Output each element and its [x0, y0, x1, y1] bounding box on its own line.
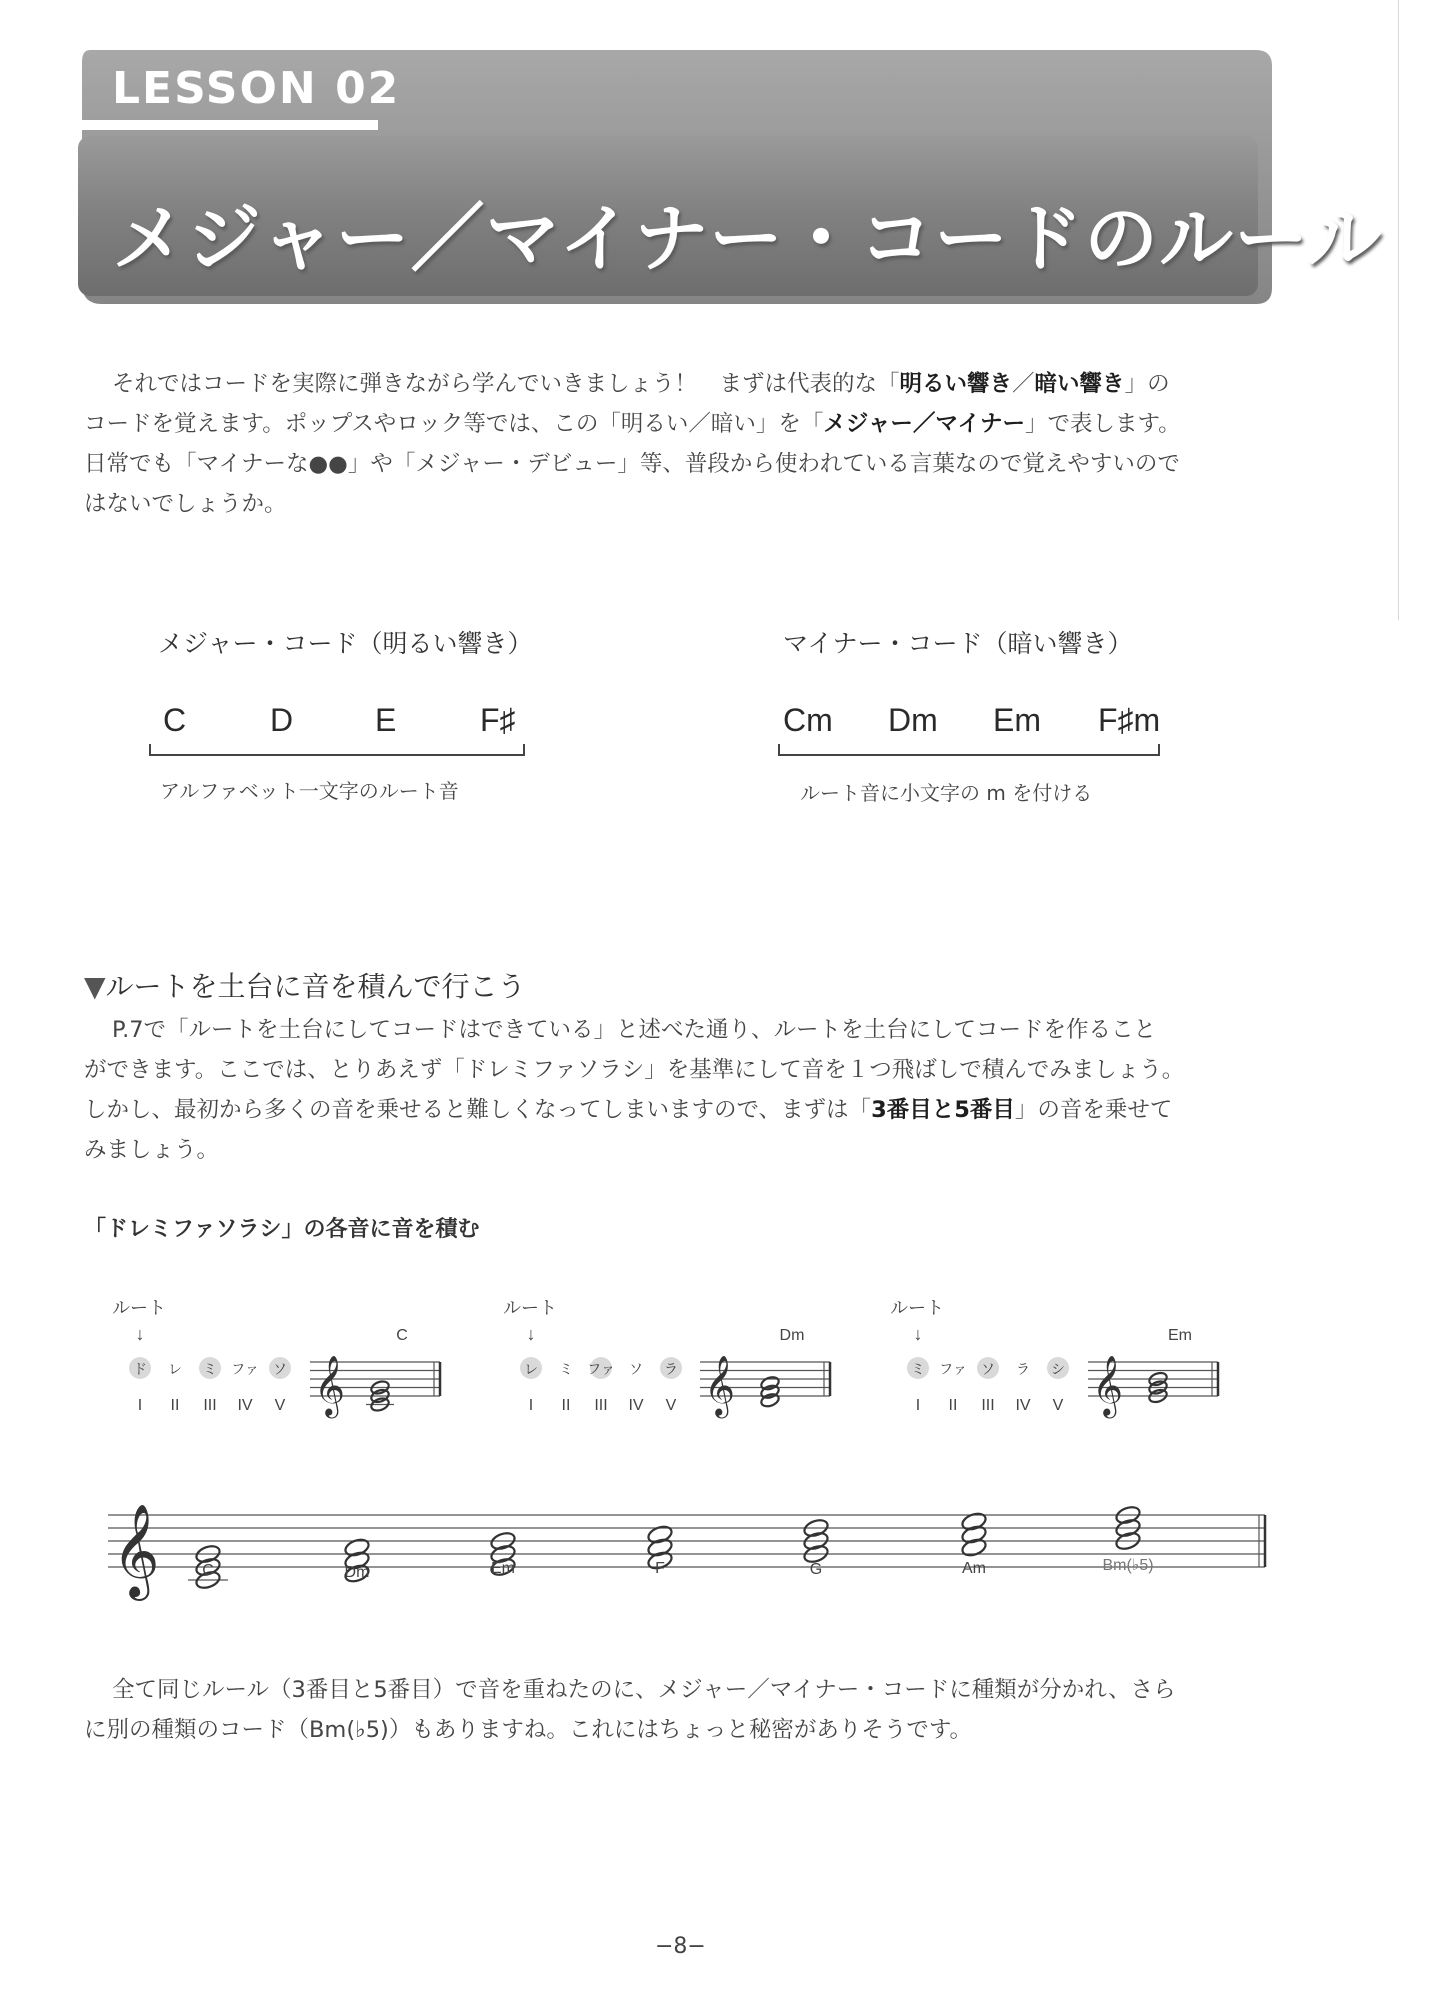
minor-chord-dm: Dm — [888, 702, 938, 738]
outro-text: に別の種類のコード（Bm(♭5)）もありますね。これにはちょっと秘密がありそうです。 — [84, 1717, 973, 1743]
solfege-note: ファ — [939, 1361, 967, 1377]
lesson-label — [112, 63, 400, 114]
intro-text: 」で表します。 — [1024, 411, 1181, 437]
solfege-note: シ — [1051, 1361, 1065, 1377]
chord-label: Bm(♭5) — [1102, 1557, 1154, 1574]
roman-numeral: II — [170, 1397, 180, 1414]
intro-bold-major-minor: メジャー／マイナー — [823, 411, 1025, 437]
solfege-note: ソ — [629, 1361, 643, 1377]
roman-numeral: III — [203, 1397, 217, 1414]
chord-label: C — [396, 1327, 408, 1344]
major-chord-e: E — [375, 702, 397, 738]
intro-bold-bright: 明るい響き — [899, 371, 1013, 397]
major-bracket — [149, 744, 525, 756]
chord-label: Dm — [344, 1564, 370, 1581]
major-note: アルファベット一文字のルート音 — [160, 779, 459, 803]
triangle-down-icon: ▼ — [84, 970, 106, 1003]
section-text: P.7で「ルートを土台にしてコードはできている」と述べた通り、ルートを土台にしてコードを作ること — [112, 1017, 1157, 1043]
lesson-number: 02 — [335, 63, 401, 114]
solfege-note: レ — [524, 1361, 538, 1377]
root-arrow-icon: ↓ — [526, 1324, 536, 1344]
roman-numeral: I — [528, 1397, 534, 1414]
minor-heading: マイナー・コード（暗い響き） — [783, 629, 1133, 658]
intro-text: はないでしょうか。 — [84, 491, 287, 517]
solfege-note: ソ — [273, 1361, 287, 1377]
roman-numeral: IV — [237, 1397, 253, 1414]
roman-numeral: IV — [628, 1397, 644, 1414]
roman-numeral: IV — [1015, 1397, 1031, 1414]
major-chord-d: D — [270, 702, 294, 738]
section-text: 」の音を乗せて — [1014, 1097, 1173, 1123]
roman-numeral: V — [1052, 1397, 1064, 1414]
roman-numeral: V — [665, 1397, 677, 1414]
root-label: ルート — [503, 1298, 557, 1318]
section-paragraph — [84, 1010, 1184, 1170]
section-bold: 3番目と5番目 — [871, 1097, 1015, 1123]
diagram-subheading: 「ドレミファソラシ」の各音に音を積む — [84, 1217, 480, 1242]
page-edge-line — [1398, 0, 1399, 620]
intro-text: ／ — [1012, 371, 1035, 397]
treble-clef-icon: 𝄞 — [1092, 1355, 1124, 1415]
chord-label: Dm — [779, 1327, 805, 1344]
outro-paragraph — [84, 1670, 1176, 1750]
treble-clef-icon: 𝄞 — [314, 1355, 346, 1415]
solfege-note: ファ — [587, 1361, 615, 1377]
outro-text: 全て同じルール（3番目と5番目）で音を重ねたのに、メジャー／マイナー・コードに種類が分かれ、さら — [112, 1677, 1176, 1703]
minor-chord-fsharpm: F♯m — [1098, 702, 1161, 738]
solfege-note: ファ — [231, 1361, 259, 1377]
minor-chord-cm: Cm — [783, 702, 833, 738]
intro-text: コードを覚えます。ポップスやロック等では、この「明るい／暗い」を「 — [84, 411, 824, 437]
chord-label: F — [655, 1560, 665, 1577]
chord-label: Em — [491, 1560, 515, 1577]
page-number: −8− — [655, 1934, 706, 1959]
intro-text: それではコードを実際に弾きながら学んでいきましょう！ まずは代表的な「 — [112, 371, 900, 397]
roman-numeral: I — [137, 1397, 143, 1414]
solfege-note: ド — [133, 1361, 147, 1377]
section-text: みましょう。 — [84, 1137, 220, 1163]
roman-numeral: II — [948, 1397, 958, 1414]
chord-label: G — [809, 1561, 823, 1578]
major-chord-c: C — [163, 702, 187, 738]
roman-numeral: I — [915, 1397, 921, 1414]
whole-note — [760, 1375, 781, 1391]
chord-label: Am — [962, 1560, 986, 1577]
solfege-note: レ — [168, 1361, 182, 1377]
section-text: ができます。ここでは、とりあえず「ドレミファソラシ」を基準にして音を１つ飛ばしで積んでみましょう。 — [84, 1057, 1185, 1083]
root-label: ルート — [890, 1298, 944, 1318]
solfege-note: ラ — [664, 1361, 678, 1377]
minor-bracket — [778, 744, 1160, 756]
page-title: メジャー／マイナー・コードのルール — [112, 196, 1383, 282]
root-arrow-icon: ↓ — [135, 1324, 145, 1344]
roman-numeral: II — [561, 1397, 571, 1414]
solfege-note: ミ — [911, 1361, 925, 1377]
section-text: しかし、最初から多くの音を乗せると難しくなってしまいますので、まずは「 — [84, 1097, 872, 1123]
roman-numeral: V — [274, 1397, 286, 1414]
minor-note: ルート音に小文字の m を付ける — [800, 781, 1093, 805]
intro-text: 日常でも「マイナーな●●」や「メジャー・デビュー」等、普段から使われている言葉なので覚えやすいので — [84, 451, 1180, 477]
intro-paragraph — [84, 364, 1181, 524]
solfege-note: ミ — [559, 1361, 573, 1377]
root-label: ルート — [112, 1298, 166, 1318]
roman-numeral: III — [981, 1397, 995, 1414]
treble-clef-icon: 𝄞 — [704, 1355, 736, 1415]
roman-numeral: III — [594, 1397, 608, 1414]
intro-text: 」の — [1124, 371, 1170, 397]
solfege-note: ソ — [981, 1361, 995, 1377]
chord-label: Em — [1168, 1327, 1192, 1344]
lesson-word: LESSON — [112, 63, 318, 114]
solfege-note: ラ — [1016, 1361, 1030, 1377]
major-chord-fsharp: F♯ — [480, 702, 516, 738]
root-arrow-icon: ↓ — [913, 1324, 923, 1344]
chord-label: C — [202, 1562, 214, 1579]
treble-clef-icon: 𝄞 — [112, 1505, 160, 1596]
intro-bold-dark: 暗い響き — [1034, 371, 1125, 397]
solfege-note: ミ — [203, 1361, 217, 1377]
section-heading — [84, 965, 526, 1005]
music-diagram — [0, 1290, 1434, 1630]
major-heading: メジャー・コード（明るい響き） — [158, 629, 533, 658]
minor-chord-em: Em — [993, 702, 1041, 738]
section-title: ルートを土台に音を積んで行こう — [105, 970, 526, 1003]
